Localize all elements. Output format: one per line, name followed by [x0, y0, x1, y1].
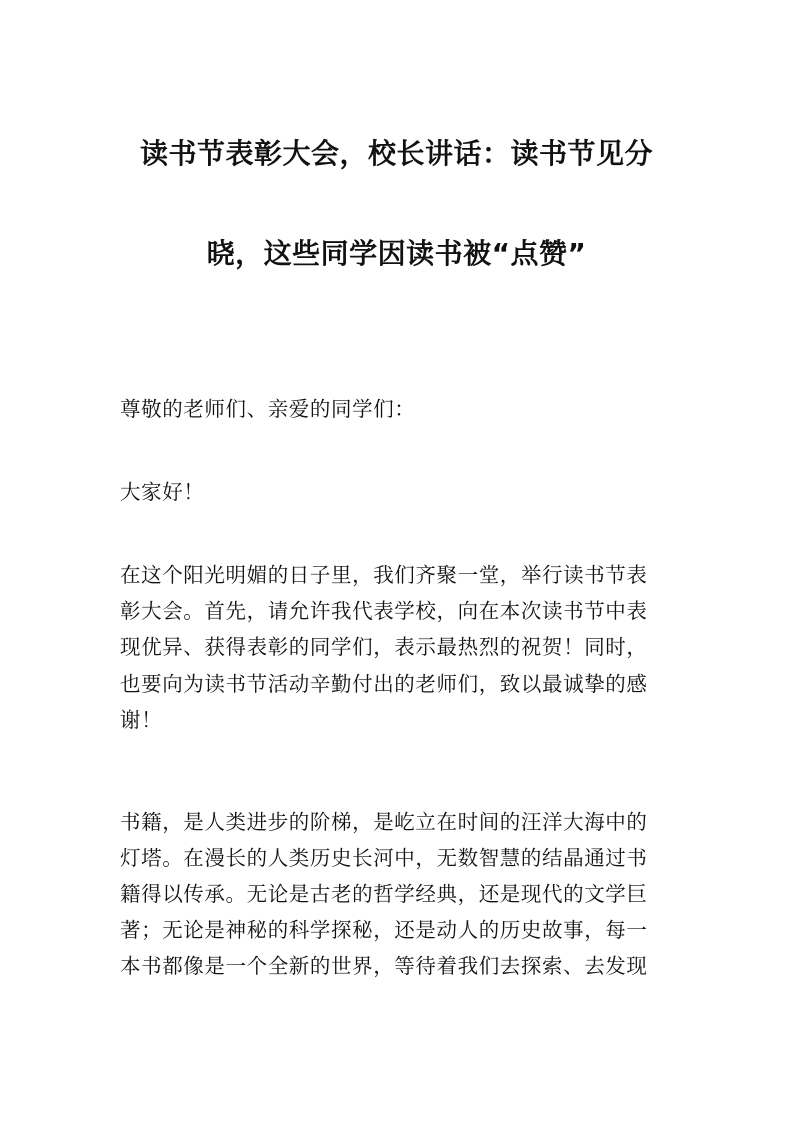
paragraph-line: 书籍，是人类进步的阶梯，是屹立在时间的汪洋大海中的 — [120, 810, 648, 834]
paragraph-line: 灯塔。在漫长的人类历史长河中，无数智慧的结晶通过书 — [120, 846, 648, 870]
paragraph-line: 谢！ — [120, 708, 163, 732]
page-title-line-2: 晓，这些同学因读书被“点赞” — [206, 237, 587, 270]
paragraph-line: 也要向为读书节活动辛勤付出的老师们，致以最诚挚的感 — [120, 672, 648, 696]
paragraph-line: 在这个阳光明媚的日子里，我们齐聚一堂，举行读书节表 — [120, 563, 648, 587]
paragraph-line: 现优异、获得表彰的同学们，表示最热烈的祝贺！同时， — [120, 635, 648, 659]
paragraph-line: 本书都像是一个全新的世界，等待着我们去探索、去发现 — [120, 954, 648, 978]
paragraph-line: 彰大会。首先，请允许我代表学校，向在本次读书节中表 — [120, 599, 648, 623]
paragraph-line: 籍得以传承。无论是古老的哲学经典，还是现代的文学巨 — [120, 882, 648, 906]
hello-line: 大家好！ — [120, 480, 205, 504]
page-title-line-1: 读书节表彰大会，校长讲话：读书节见分 — [139, 137, 653, 170]
greeting: 尊敬的老师们、亲爱的同学们： — [120, 397, 416, 421]
paragraph-line: 著；无论是神秘的科学探秘，还是动人的历史故事，每一 — [120, 918, 648, 942]
